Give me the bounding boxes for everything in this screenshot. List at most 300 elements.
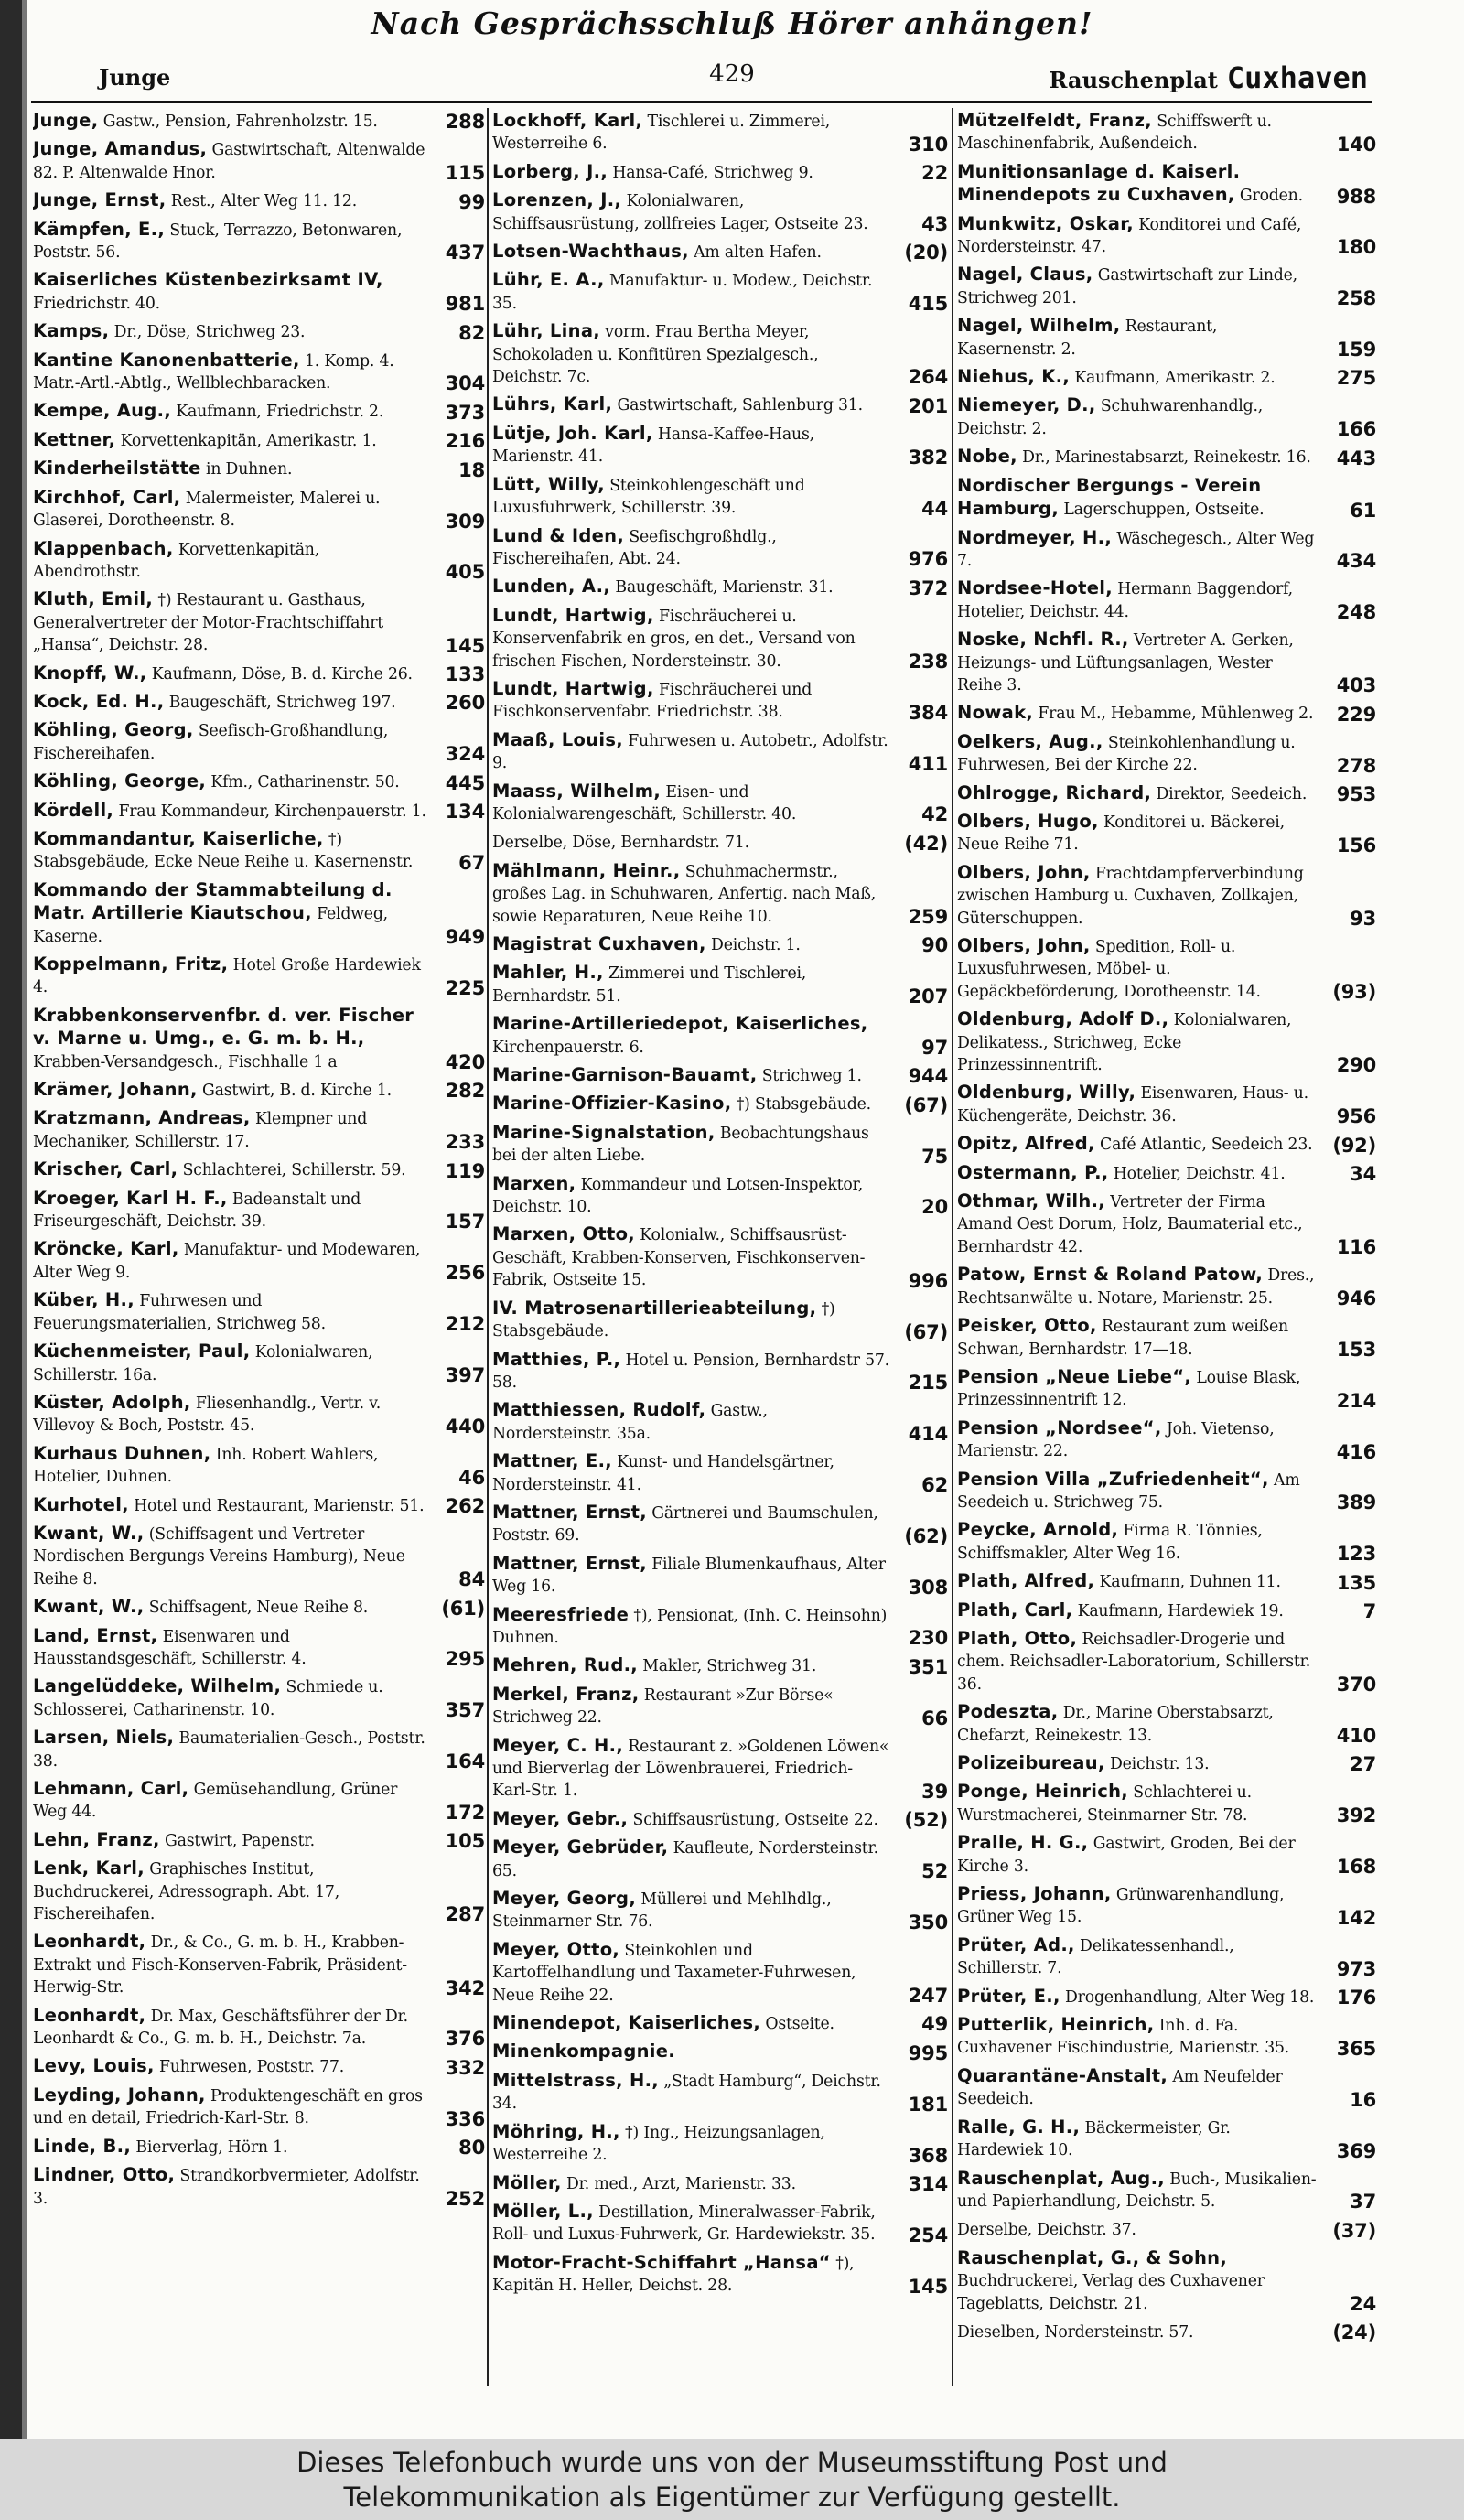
phone-number: 66	[921, 1707, 948, 1729]
entry-text	[33, 691, 485, 714]
directory-entry	[957, 1315, 1376, 1361]
right-running-head	[1050, 60, 1368, 95]
directory-entry	[492, 1399, 948, 1445]
directory-entry	[33, 691, 485, 714]
entry-text	[957, 366, 1376, 389]
entry-text	[492, 2201, 948, 2246]
entry-name: Podeszta,	[957, 1701, 1059, 1723]
entry-description: Schiffsausrüstung, Ostseite 22.	[628, 1810, 878, 1829]
directory-entry	[33, 1931, 485, 1998]
directory-entry	[33, 1625, 485, 1671]
entry-description: Frau M., Hebamme, Mühlenweg 2.	[1033, 705, 1314, 724]
entry-name: Junge, Ernst,	[33, 189, 167, 211]
phone-number: 392	[1336, 1804, 1376, 1827]
entry-name: Nagel, Wilhelm,	[957, 315, 1121, 337]
entry-text	[957, 1162, 1376, 1185]
phone-number: 314	[908, 2172, 948, 2195]
entry-name: Meyer, Otto,	[492, 1938, 620, 1960]
entry-description: †) Ing., Heizungsanlagen, Westerreihe 2.	[492, 2123, 825, 2165]
directory-entry	[492, 1836, 948, 1882]
phone-number: 981	[445, 293, 485, 316]
entry-text	[957, 935, 1376, 1003]
entry-name: Krabbenkonservenfbr. d. ver. Fischer v. Marne u. Umg., e. G. m. b. H.,	[33, 1004, 414, 1050]
phone-number: (93)	[1332, 981, 1376, 1004]
phone-number: 97	[921, 1037, 948, 1060]
entry-description: 1. Komp. 4. Matr.-Artl.-Abtlg., Wellblechbaracken.	[33, 351, 394, 393]
entry-name: Othmar, Wilh.,	[957, 1190, 1105, 1212]
directory-entry	[33, 2164, 485, 2210]
phone-number: 287	[445, 1903, 485, 1926]
entry-description: Gastwirtschaft, Sahlenburg 31.	[612, 396, 863, 415]
directory-entry	[492, 1684, 948, 1729]
directory-entry	[33, 1341, 485, 1386]
directory-entry	[33, 400, 485, 423]
entry-description: Derselbe, Döse, Bernhardstr. 71.	[492, 834, 749, 853]
directory-entry	[33, 1443, 485, 1489]
entry-name: Patow, Ernst & Roland Patow,	[957, 1264, 1264, 1286]
entry-text	[957, 2014, 1376, 2060]
phone-number: 80	[458, 2137, 485, 2159]
entry-text	[957, 2247, 1376, 2315]
entry-description: Manufaktur- und Modewaren, Alter Weg 9.	[33, 1241, 421, 1282]
entry-description: Am Seedeich u. Strichweg 75.	[957, 1470, 1300, 1512]
entry-name: Meyer, Gebrüder,	[492, 1836, 669, 1858]
entry-text	[492, 1808, 948, 1831]
phone-number: 278	[1336, 754, 1376, 777]
directory-entry	[33, 1005, 485, 1073]
directory-entry	[492, 1064, 948, 1087]
directory-entry	[33, 2136, 485, 2159]
entry-description: Vertreter der Firma Amand Oest Dorum, Holz, Baumaterial etc., Bernhardstr 42.	[957, 1193, 1303, 1256]
entry-text	[33, 1858, 485, 1925]
entry-text	[492, 2041, 948, 2063]
phone-number: 342	[445, 1976, 485, 1999]
phone-number: 309	[445, 510, 485, 533]
phone-number: 133	[445, 662, 485, 685]
entry-description: Gärtnerei und Baumschulen, Poststr. 69.	[492, 1503, 878, 1545]
entry-description: Kolonialwaren, Schillerstr. 16a.	[33, 1343, 373, 1384]
entry-name: Munitionsanlage d. Kaiserl. Minendepots zu Cuxhaven,	[957, 160, 1241, 206]
entry-text	[492, 1939, 948, 2007]
directory-entry	[492, 831, 948, 854]
directory-entry	[492, 423, 948, 468]
call-end-notice: Nach Gesprächsschluß Hörer anhängen!	[371, 5, 1093, 41]
directory-entry	[492, 1654, 948, 1677]
entry-name: Marine-Garnison-Bauamt,	[492, 1064, 758, 1086]
entry-name: Peycke, Arnold,	[957, 1519, 1119, 1541]
entry-name: Marine-Signalstation,	[492, 1121, 716, 1143]
directory-entry	[492, 729, 948, 775]
phone-number: (52)	[904, 1809, 948, 1832]
phone-number: 42	[921, 803, 948, 826]
entry-text	[33, 879, 485, 948]
entry-name: Priess, Johann,	[957, 1883, 1112, 1905]
entry-description: †), Pensionat, (Inh. C. Heinsohn) Duhnen.	[492, 1606, 888, 1647]
entry-text	[492, 110, 948, 156]
entry-name: Küber, H.,	[33, 1289, 135, 1311]
entry-name: Plath, Carl,	[957, 1599, 1073, 1621]
entry-name: Kwant, W.,	[33, 1522, 145, 1544]
entry-text	[33, 2084, 485, 2130]
directory-entry	[33, 538, 485, 584]
entry-name: Kämpfen, E.,	[33, 218, 166, 240]
directory-entry	[957, 2014, 1376, 2060]
phone-number: 39	[921, 1780, 948, 1803]
entry-name: Minenkompagnie.	[492, 2041, 676, 2062]
phone-number: 976	[908, 548, 948, 571]
phone-number: 207	[908, 985, 948, 1008]
entry-name: IV. Matrosenartillerieabteilung,	[492, 1297, 817, 1319]
entry-name: Lorenzen, J.,	[492, 189, 622, 211]
entry-description: Kaufmann, Duhnen 11.	[1094, 1573, 1281, 1592]
directory-entry	[33, 1675, 485, 1721]
entry-name: Kettner,	[33, 428, 116, 450]
directory-entry	[33, 1238, 485, 1284]
entry-text	[957, 1417, 1376, 1463]
entry-text	[492, 860, 948, 928]
entry-text	[492, 1553, 948, 1599]
phone-number: 164	[445, 1750, 485, 1772]
directory-entry	[33, 429, 485, 452]
phone-number: 238	[908, 650, 948, 673]
page-number: 429	[709, 60, 755, 88]
directory-entry	[33, 800, 485, 823]
directory-entry	[492, 1450, 948, 1496]
entry-description: Vertreter A. Gerken, Heizungs- und Lüftungsanlagen, Wester Reihe 3.	[957, 631, 1294, 695]
entry-name: Niehus, K.,	[957, 366, 1071, 388]
phone-number: 403	[1336, 674, 1376, 697]
entry-text	[33, 1289, 485, 1335]
header-rule	[31, 101, 1372, 103]
entry-name: Kommando der Stammabteilung d. Matr. Artillerie Kiautschou,	[33, 878, 393, 924]
phone-number: 332	[445, 2056, 485, 2079]
entry-text	[957, 2065, 1376, 2111]
directory-entry	[957, 1628, 1376, 1696]
phone-number: 254	[908, 2224, 948, 2246]
phone-number: 225	[445, 976, 485, 999]
directory-entry	[957, 811, 1376, 856]
entry-text	[492, 269, 948, 315]
entry-name: Lorberg, J.,	[492, 160, 608, 182]
entry-name: Möller,	[492, 2171, 562, 2193]
phone-number: 20	[921, 1196, 948, 1219]
entry-text	[492, 2252, 948, 2298]
entry-description: Rest., Alter Weg 11. 12.	[166, 192, 358, 211]
entry-description: Kaufmann, Döse, B. d. Kirche 26.	[146, 664, 413, 684]
entry-text	[492, 474, 948, 520]
entry-description: Destillation, Mineralwasser-Fabrik, Roll- und Luxus-Fuhrwerk, Gr. Hardewiekstr. 35.	[492, 2202, 876, 2245]
phone-number: 370	[1336, 1674, 1376, 1696]
entry-name: Lühr, Lina,	[492, 320, 600, 342]
directory-column-3	[957, 110, 1376, 2379]
entry-description: Stuck, Terrazzo, Betonwaren, Poststr. 56.	[33, 221, 403, 263]
phone-number: 369	[1336, 2139, 1376, 2162]
entry-text	[33, 1107, 485, 1153]
phone-number: 142	[1336, 1906, 1376, 1929]
entry-text	[492, 189, 948, 235]
entry-description: Deichstr. 13.	[1104, 1755, 1210, 1773]
entry-text	[492, 678, 948, 724]
directory-entry	[33, 487, 485, 533]
entry-name: Prüter, E.,	[957, 1985, 1060, 2007]
entry-text	[957, 1752, 1376, 1775]
entry-name: Kinderheilstätte	[33, 458, 201, 479]
entry-description: Lagerschuppen, Ostseite.	[1059, 501, 1265, 520]
entry-name: Kröncke, Karl,	[33, 1238, 179, 1260]
entry-name: Prüter, Ad.,	[957, 1933, 1075, 1955]
entry-text	[33, 1158, 485, 1181]
entry-description: Gastwirt, Papenstr.	[159, 1831, 315, 1850]
entry-name: Plath, Otto,	[957, 1627, 1078, 1649]
phone-number: 230	[908, 1627, 948, 1650]
directory-entry	[33, 1829, 485, 1852]
entry-description: Fuhrwesen u. Autobetr., Adolfstr. 9.	[492, 731, 888, 773]
entry-text	[957, 394, 1376, 440]
directory-entry	[957, 577, 1376, 623]
entry-description: Korvettenkapitän, Abendrothstr.	[33, 540, 320, 581]
entry-name: Nagel, Claus,	[957, 264, 1093, 285]
directory-entry	[33, 953, 485, 999]
entry-description: Kaufmann, Amerikastr. 2.	[1070, 369, 1276, 388]
entry-name: Rauschenplat, Aug.,	[957, 2167, 1165, 2189]
directory-entry	[492, 161, 948, 184]
entry-description: in Duhnen.	[200, 460, 293, 479]
entry-name: Magistrat Cuxhaven,	[492, 933, 706, 954]
phone-number: 443	[1336, 447, 1376, 469]
entry-text	[33, 138, 485, 184]
entry-name: Kluth, Emil,	[33, 588, 154, 610]
entry-description: Restaurant zum weißen Schwan, Bernhardstr. 17—18.	[957, 1318, 1288, 1359]
entry-name: Levy, Louis,	[33, 2055, 155, 2077]
phone-number: 18	[458, 458, 485, 481]
city-name: Cuxhaven	[1226, 60, 1368, 95]
entry-text	[492, 781, 948, 826]
directory-entry	[492, 2252, 948, 2298]
directory-entry	[957, 1133, 1376, 1156]
entry-description: Dr., Döse, Strichweg 23.	[109, 323, 306, 342]
entry-description: Schlachterei u. Wurstmacherei, Steinmarner Str. 78.	[957, 1783, 1252, 1825]
entry-description: Kfm., Catharinenstr. 50.	[206, 773, 400, 792]
entry-name: Marine-Artilleriedepot, Kaiserliches,	[492, 1013, 868, 1035]
entry-description: Kolonialwaren, Schiffsausrüstung, zollfreies Lager, Ostseite 23.	[492, 192, 868, 233]
entry-text	[957, 161, 1376, 208]
phone-number: 956	[1336, 1105, 1376, 1128]
entry-text	[492, 2172, 948, 2195]
entry-text	[33, 2136, 485, 2159]
directory-entry	[957, 2116, 1376, 2162]
entry-text	[957, 1366, 1376, 1412]
entry-name: Opitz, Alfred,	[957, 1133, 1095, 1155]
entry-text	[492, 320, 948, 388]
directory-entry	[33, 1107, 485, 1153]
entry-name: Lütje, Joh. Karl,	[492, 422, 653, 444]
phone-number: 365	[1336, 2037, 1376, 2060]
directory-entry	[33, 2055, 485, 2078]
phone-number: 996	[908, 1269, 948, 1292]
phone-number: 22	[921, 162, 948, 185]
entry-description: Drogenhandlung, Alter Weg 18.	[1060, 1987, 1315, 2007]
entry-description: Strichweg 1.	[757, 1067, 862, 1086]
entry-name: Nobe,	[957, 446, 1017, 468]
entry-description: Schiffsagent, Neue Reihe 8.	[144, 1599, 369, 1618]
entry-name: Mehren, Rud.,	[492, 1654, 639, 1676]
entry-text	[492, 1349, 948, 1395]
entry-name: Meeresfriede	[492, 1603, 630, 1625]
entry-name: Mützelfeldt, Franz,	[957, 110, 1152, 131]
entry-text	[33, 400, 485, 423]
entry-description: Buch-, Musikalien- und Papierhandlung, Deichstr. 5.	[957, 2170, 1317, 2211]
entry-name: Minendepot, Kaiserliches,	[492, 2012, 761, 2034]
entry-description: Hansa-Café, Strichweg 9.	[608, 163, 813, 182]
phone-number: 90	[921, 934, 948, 957]
entry-description: Dr. med., Arzt, Marienstr. 33.	[561, 2174, 796, 2193]
entry-text	[957, 213, 1376, 259]
phone-number: (24)	[1332, 2321, 1376, 2344]
entry-description: Ostseite.	[760, 2015, 834, 2034]
entry-description: Restaurant z. »Goldenen Löwen« und Bierverlag der Löwenbrauerei, Friedrich-Karl-Str. 1.	[492, 1737, 889, 1801]
entry-text	[33, 1005, 485, 1073]
phone-number: 156	[1336, 834, 1376, 856]
entry-description: Müllerei und Mehlhdlg., Steinmarner Str. 76.	[492, 1890, 832, 1932]
entry-text	[957, 1519, 1376, 1565]
entry-text	[957, 1883, 1376, 1929]
left-catchword: Junge	[99, 64, 171, 91]
entry-description: Reichsadler-Drogerie und chem. Reichsadler-Laboratorium, Schillerstr. 36.	[957, 1630, 1311, 1694]
entry-text	[33, 429, 485, 452]
entry-description: Spedition, Roll- u. Luxusfuhrwesen, Möbel- u. Gepäckbeförderung, Dorotheenstr. 14.	[957, 938, 1261, 1001]
directory-entry	[492, 576, 948, 598]
phone-number: 16	[1350, 2088, 1376, 2111]
directory-entry	[957, 1366, 1376, 1412]
entry-description: Hotel und Restaurant, Marienstr. 51.	[128, 1496, 425, 1515]
entry-description: Louise Blask, Prinzessinnentrift 12.	[957, 1368, 1301, 1410]
directory-entry	[492, 1604, 948, 1650]
entry-text	[957, 315, 1376, 361]
entry-text	[492, 1173, 948, 1219]
entry-description: Gastw., Pension, Fahrenholzstr. 15.	[98, 113, 378, 131]
entry-name: Ralle, G. H.,	[957, 2116, 1081, 2138]
phone-number: 260	[445, 692, 485, 715]
entry-name: Mahler, H.,	[492, 962, 604, 984]
phone-number: 49	[921, 2013, 948, 2036]
phone-number: 27	[1350, 1753, 1376, 1776]
entry-description: Manufaktur- u. Modew., Deichstr. 35.	[492, 272, 873, 313]
entry-name: Olbers, John,	[957, 861, 1091, 883]
phone-number: 140	[1336, 133, 1376, 156]
phone-number: 949	[445, 926, 485, 948]
entry-text	[33, 662, 485, 685]
entry-name: Lehmann, Carl,	[33, 1778, 189, 1799]
entry-text	[957, 1315, 1376, 1361]
entry-text	[957, 264, 1376, 309]
directory-column-2	[492, 110, 948, 2379]
entry-text	[492, 1654, 948, 1677]
phone-number: 384	[908, 701, 948, 724]
entry-name: Küster, Adolph,	[33, 1391, 191, 1413]
entry-text	[33, 1829, 485, 1852]
directory-entry	[492, 110, 948, 156]
entry-text	[957, 1190, 1376, 1258]
directory-entry	[957, 1082, 1376, 1127]
entry-name: Kwant, W.,	[33, 1596, 145, 1618]
phone-number: 135	[1336, 1571, 1376, 1594]
entry-name: Kantine Kanonenbatterie,	[33, 349, 300, 371]
entry-description: Kirchenpauerstr. 6.	[492, 1038, 644, 1057]
entry-description: Hotel u. Pension, Bernhardstr 57. 58.	[492, 1351, 889, 1392]
phone-number: 437	[445, 242, 485, 264]
entry-description: †) Stabsgebäude.	[492, 1299, 835, 1341]
entry-name: Lenk, Karl,	[33, 1858, 145, 1879]
entry-description: Produktengeschäft en gros und en detail, Friedrich-Karl-Str. 8.	[33, 2086, 423, 2128]
entry-text	[492, 1450, 948, 1496]
phone-number: (62)	[904, 1524, 948, 1547]
entry-description: Am Neufelder Seedeich.	[957, 2067, 1283, 2109]
archive-footer	[0, 2439, 1464, 2520]
entry-text	[957, 1133, 1376, 1156]
directory-entry	[957, 1752, 1376, 1775]
directory-entry	[957, 2168, 1376, 2213]
entry-description: Groden.	[1234, 187, 1303, 206]
entry-description: Konditorei u. Bäckerei, Neue Reihe 71.	[957, 813, 1285, 855]
directory-entry	[957, 110, 1376, 156]
entry-name: Marxen,	[492, 1172, 576, 1194]
entry-name: Koppelmann, Fritz,	[33, 953, 229, 975]
entry-text	[33, 1079, 485, 1102]
directory-entry	[492, 605, 948, 673]
entry-name: Kroeger, Karl H. F.,	[33, 1187, 228, 1209]
directory-entry	[492, 2172, 948, 2195]
entry-description: Fuhrwesen und Feuerungsmaterialien, Strichweg 58.	[33, 1292, 326, 1333]
phone-number: 34	[1350, 1163, 1376, 1186]
directory-entry	[33, 879, 485, 948]
entry-name: Lundt, Hartwig,	[492, 604, 654, 626]
entry-description: Eisen- und Kolonialwarengeschäft, Schillerstr. 40.	[492, 782, 797, 824]
entry-description: Inh. Robert Wahlers, Hotelier, Duhnen.	[33, 1445, 379, 1487]
phone-number: 214	[1336, 1389, 1376, 1412]
directory-entry	[957, 1883, 1376, 1929]
entry-text	[33, 219, 485, 264]
directory-entry	[492, 1122, 948, 1168]
phone-number: 216	[445, 430, 485, 453]
entry-text	[33, 2164, 485, 2210]
entry-text	[492, 1013, 948, 1059]
directory-entry	[957, 2065, 1376, 2111]
entry-description: Frachtdampferverbindung zwischen Hamburg u. Cuxhaven, Zollkajen, Güterschuppen.	[957, 864, 1304, 928]
entry-text	[33, 350, 485, 395]
entry-text	[492, 2070, 948, 2116]
entry-name: Oldenburg, Adolf D.,	[957, 1008, 1169, 1030]
directory-entry	[492, 933, 948, 956]
directory-entry	[33, 458, 485, 480]
entry-text	[492, 2012, 948, 2035]
phone-number: 397	[445, 1363, 485, 1386]
directory-entry	[33, 2005, 485, 2051]
entry-text	[957, 446, 1376, 468]
entry-name: Kördell,	[33, 799, 114, 821]
phone-number: 44	[921, 497, 948, 520]
phone-number: 953	[1336, 782, 1376, 805]
entry-name: Matthies, P.,	[492, 1348, 621, 1370]
directory-entry	[957, 366, 1376, 389]
phone-number: (37)	[1332, 2219, 1376, 2242]
directory-entry	[33, 1289, 485, 1335]
entry-text	[492, 161, 948, 184]
entry-description: Gastwirtschaft zur Linde, Strichweg 201.	[957, 266, 1297, 307]
directory-entry	[492, 241, 948, 264]
entry-description: Buchdruckerei, Verlag des Cuxhavener Tageblatts, Deichstr. 21.	[957, 2272, 1265, 2313]
directory-entry	[33, 1858, 485, 1925]
directory-entry	[957, 446, 1376, 468]
